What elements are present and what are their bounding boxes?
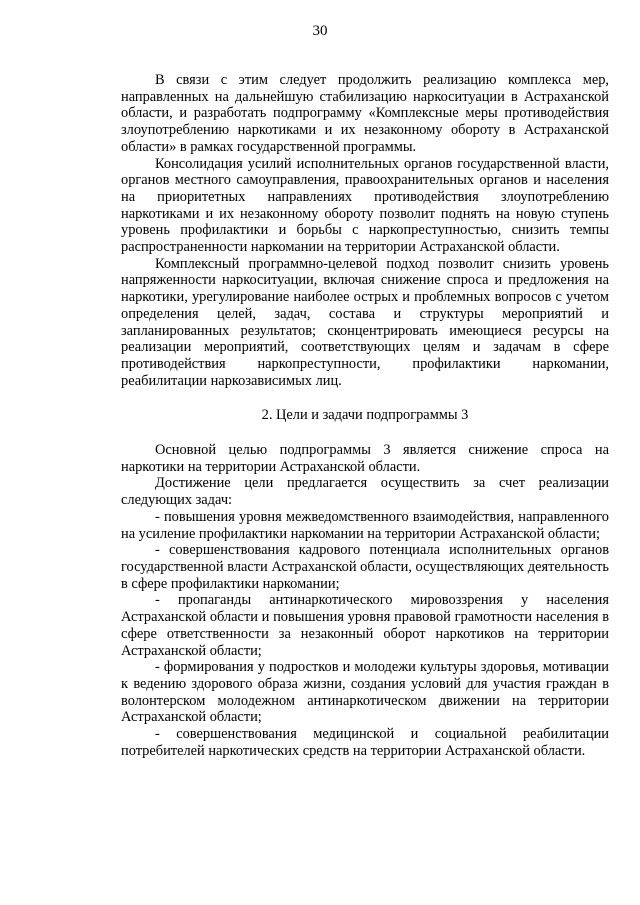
paragraph-main-goal: Основной целью подпрограммы 3 является снижение спроса на наркотики на территории Астраханской области. xyxy=(121,442,609,475)
paragraph-goal-achievement: Достижение цели предлагается осуществить за счет реализации следующих задач: xyxy=(121,475,609,509)
task-item-propaganda: - пропаганды антинаркотического мировоззрения у населения Астраханской области и повышения уровня правовой грамотности населения в сфере ответственности за незаконный оборот наркотиков на территории Астраханской области; xyxy=(121,592,609,659)
task-item-youth-health: - формирования у подростков и молодежи культуры здоровья, мотивации к ведению здорового образа жизни, создания условий для участия граждан в волонтерском молодежном антинаркотическом движении на территории Астраханской области; xyxy=(121,659,609,726)
task-item-personnel: - совершенствования кадрового потенциала исполнительных органов государственной власти Астраханской области, осуществляющих деятельность в сфере профилактики наркомании; xyxy=(121,542,609,592)
document-body xyxy=(121,72,609,759)
paragraph-consolidation: Консолидация усилий исполнительных органов государственной власти, органов местного самоуправления, правоохранительных органов и населения на приоритетных направлениях противодействия злоупотреблению наркотиками и их незаконному обороту позволит поднять на новую ступень уровень профилактики и борьбы с наркопреступностью, снизить темпы распространенности наркомании на территории Астраханской области. xyxy=(121,155,609,256)
task-item-interagency: - повышения уровня межведомственного взаимодействия, направленного на усиление профилактики наркомании на территории Астраханской области; xyxy=(121,508,609,542)
page-number: 30 xyxy=(312,23,328,39)
paragraph-program-approach: Комплексный программно-целевой подход позволит снизить уровень напряженности наркоситуации, включая снижение спроса и предложения на наркотики, урегулирование наиболее острых и проблемных вопросов с учетом определения целей, задач, состава и структуры мероприятий и запланированных результатов; сконцентрировать имеющиеся ресурсы на реализации мероприятий, соответствующих целям и задачам в сфере противодействия наркопреступности, профилактики наркомании, реабилитации наркозависимых лиц. xyxy=(121,255,609,389)
section-heading: 2. Цели и задачи подпрограммы 3 xyxy=(261,407,469,424)
task-item-rehabilitation: - совершенствования медицинской и социальной реабилитации потребителей наркотических средств на территории Астраханской области. xyxy=(121,726,609,759)
paragraph-continue-measures: В связи с этим следует продолжить реализацию комплекса мер, направленных на дальнейшую стабилизацию наркоситуации в Астраханской области, и разработать подпрограмму «Комплексные меры противодействия злоупотреблению наркотиками и их незаконному обороту в Астраханской области» в рамках государственной программы. xyxy=(121,72,609,155)
